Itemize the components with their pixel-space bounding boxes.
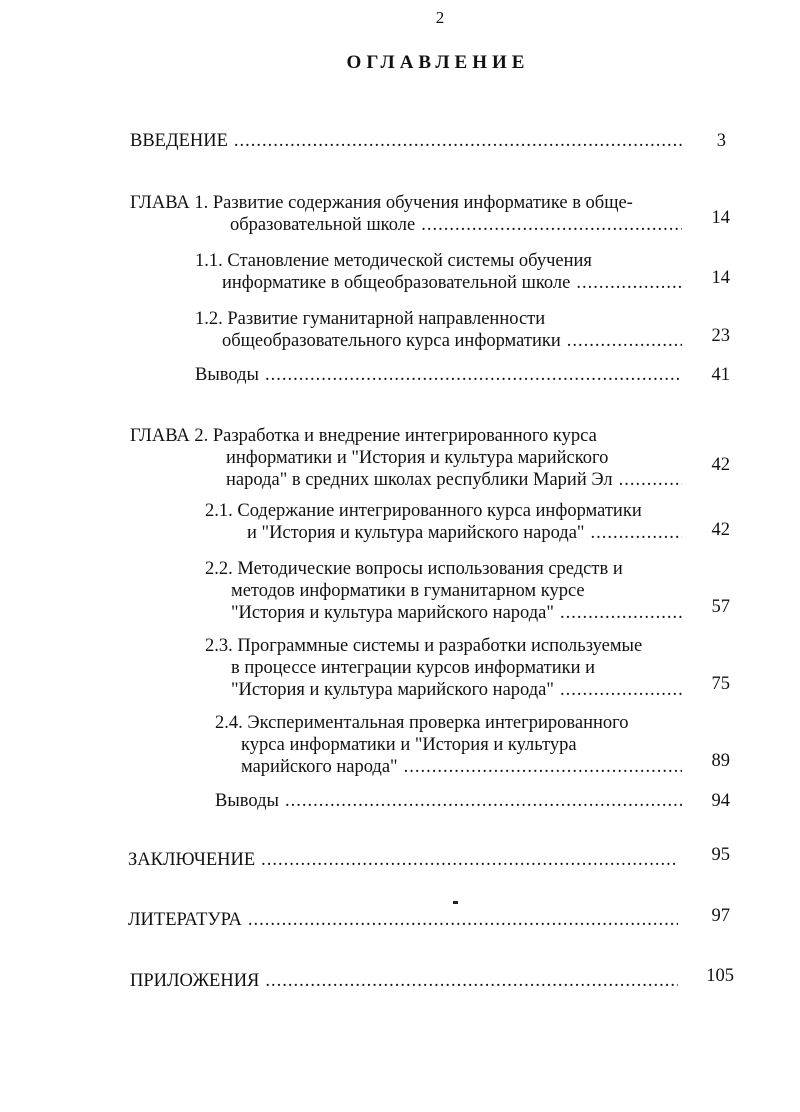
toc-entry-text: ЗАКЛЮЧЕНИЕ (128, 850, 256, 870)
toc-page-chapter-1: 14 (711, 208, 730, 228)
toc-entry-chapter-1[interactable] (130, 192, 682, 236)
toc-entry-text: марийского народа" (241, 757, 398, 777)
leader-dots (261, 849, 678, 871)
leader-dots (567, 330, 682, 352)
leader-dots (265, 364, 682, 386)
leader-dots (576, 272, 682, 294)
toc-entry-text: информатики и "История и культура марийского (226, 448, 609, 468)
toc-entry-chapter-1-conclusions[interactable] (195, 364, 682, 386)
toc-entry-text: ГЛАВА 2. Разработка и внедрение интегрированного курса (130, 426, 597, 446)
toc-page-chapter-1-conclusions: 41 (711, 365, 730, 385)
toc-page-chapter-2-conclusions: 94 (711, 791, 730, 811)
toc-entry-text: ПРИЛОЖЕНИЯ (130, 971, 260, 991)
toc-entry-section-1-2[interactable] (195, 308, 682, 352)
toc-entry-text: Выводы (195, 365, 259, 385)
toc-entry-text: образовательной школе (230, 215, 416, 235)
toc-entry-section-2-4[interactable] (215, 712, 682, 778)
toc-entry-chapter-2[interactable] (130, 425, 682, 491)
toc-entry-text: 2.2. Методические вопросы использования средств и (205, 559, 623, 579)
toc-entry-text: ЛИТЕРАТУРА (128, 910, 242, 930)
toc-page-section-1-1: 14 (711, 268, 730, 288)
toc-entry-text: "История и культура марийского народа" (231, 680, 554, 700)
toc-page-appendices: 105 (706, 966, 734, 986)
toc-entry-text: 1.2. Развитие гуманитарной направленности (195, 309, 546, 329)
toc-entry-text: 2.1. Содержание интегрированного курса информатики (205, 501, 642, 521)
leader-dots (285, 790, 682, 812)
leader-dots (248, 909, 678, 931)
toc-page-section-2-4: 89 (711, 751, 730, 771)
toc-entry-text: и "История и культура марийского народа" (247, 523, 585, 543)
leader-dots (234, 130, 682, 152)
toc-entry-conclusion[interactable] (128, 849, 678, 871)
toc-entry-chapter-2-conclusions[interactable] (215, 790, 682, 812)
toc-entry-section-2-1[interactable] (205, 500, 682, 544)
toc-entry-text: ГЛАВА 1. Развитие содержания обучения информатике в обще- (130, 193, 633, 213)
leader-dots (421, 214, 682, 236)
page-number: 2 (435, 8, 445, 27)
toc-entry-text: "История и культура марийского народа" (231, 603, 554, 623)
toc-page-section-2-3: 75 (711, 674, 730, 694)
toc-entry-section-2-3[interactable] (205, 635, 682, 701)
toc-entry-text: Выводы (215, 791, 279, 811)
toc-entry-appendices[interactable] (130, 970, 678, 992)
toc-page-section-2-1: 42 (711, 520, 730, 540)
toc-entry-text: в процессе интеграции курсов информатики и (231, 658, 596, 678)
page-title: ОГЛАВЛЕНИЕ (346, 52, 530, 73)
toc-entry-section-2-2[interactable] (205, 558, 682, 624)
toc-entry-text: 1.1. Становление методической системы обучения (195, 251, 592, 271)
toc-page-conclusion: 95 (711, 845, 730, 865)
toc-entry-text: информатике в общеобразовательной школе (222, 273, 571, 293)
toc-entry-intro[interactable] (130, 130, 682, 152)
toc-entry-text: методов информатики в гуманитарном курсе (231, 581, 585, 601)
toc-entry-text: курса информатики и "История и культура (241, 735, 577, 755)
toc-entry-text: общеобразовательного курса информатики (222, 331, 561, 351)
toc-page-literature: 97 (711, 906, 730, 926)
scan-speck (453, 901, 458, 904)
leader-dots (560, 679, 682, 701)
leader-dots (404, 756, 682, 778)
toc-entry-text: народа" в средних школах республики Марий Эл (226, 470, 613, 490)
toc-page-section-1-2: 23 (711, 326, 730, 346)
toc-entry-text: 2.3. Программные системы и разработки используемые (205, 636, 643, 656)
toc-page-chapter-2: 42 (711, 455, 730, 475)
toc-entry-text: ВВЕДЕНИЕ (130, 131, 228, 151)
toc-entry-section-1-1[interactable] (195, 250, 682, 294)
toc-page-section-2-2: 57 (711, 597, 730, 617)
leader-dots (265, 970, 678, 992)
toc-page-intro: 3 (716, 131, 726, 151)
leader-dots (590, 522, 682, 544)
leader-dots (560, 602, 682, 624)
toc-entry-literature[interactable] (128, 909, 678, 931)
toc-entry-text: 2.4. Экспериментальная проверка интегрированного (215, 713, 629, 733)
